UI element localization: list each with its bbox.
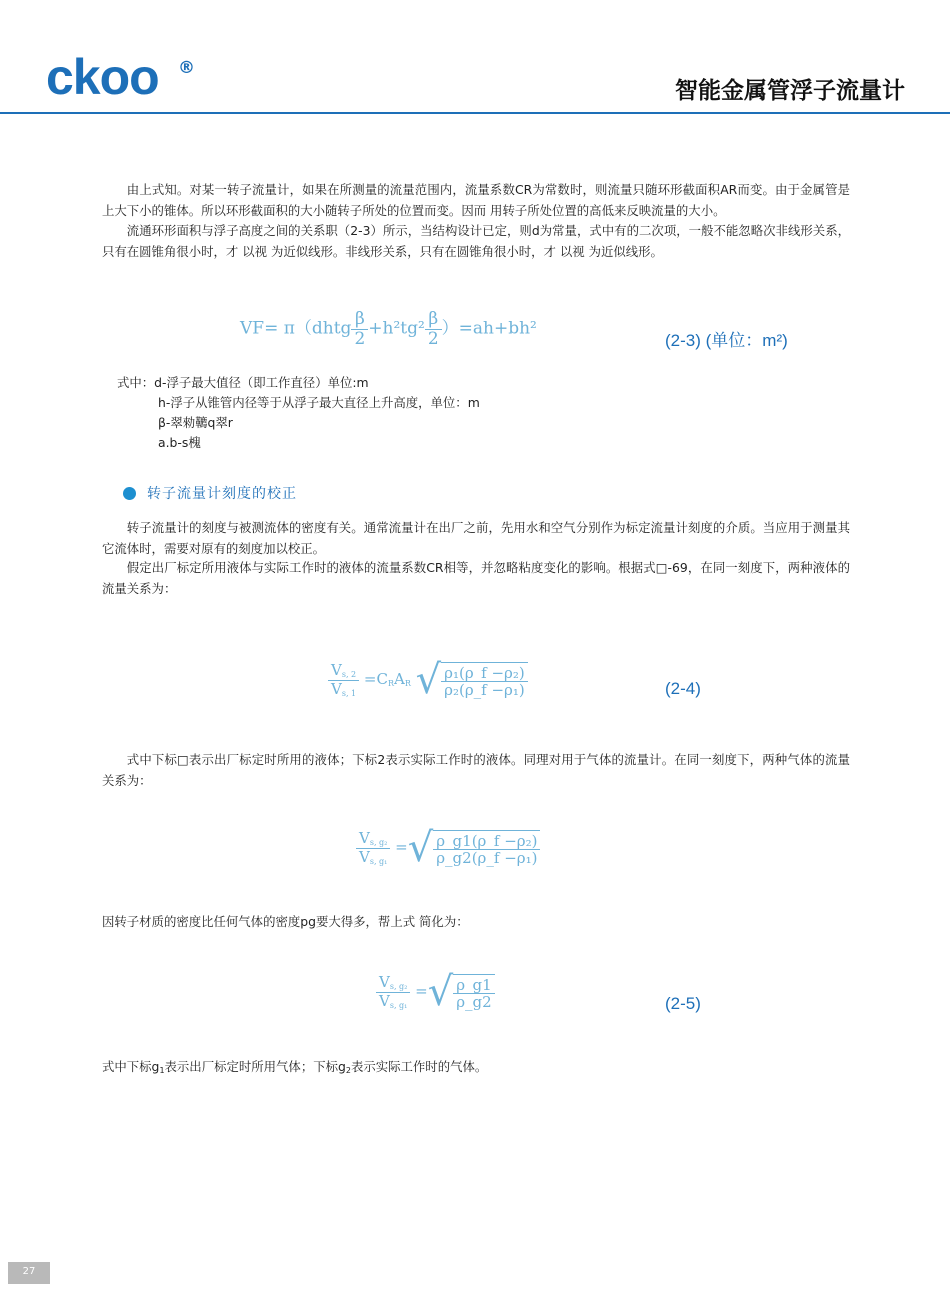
f24-rad-num: ρ₁(ρ_f −ρ₂) [444, 663, 525, 682]
p7-b: 表示出厂标定时所用气体；下标g [164, 1059, 346, 1074]
f25-num-v: V [379, 972, 390, 991]
formula-2-4-lhs [328, 662, 359, 699]
f3-num-sub: s, g₂ [369, 837, 388, 847]
paragraph-5: 式中下标□表示出厂标定时所用的液体；下标2表示实际工作时的液体。同理对用于气体的流量计。在同一刻度下，两种气体的流量关系为： [102, 752, 850, 788]
formula-gas-lhs [356, 830, 390, 867]
paragraph-2: 流通环形面积与浮子高度之间的关系职（2-3）所示，当结构设计已定，则d为常量，式中有的二次项，一般不能忽略次非线形关系，只有在圆锥角很小时，才 以视 为近似线形。非线形关系，只有在圆锥角很小时，才 以视 为近似线形。 [102, 223, 850, 259]
f25-rad-den: ρ_g2 [456, 993, 492, 1011]
where-line-1: 式中：d-浮子最大值径（即工作直径）单位:m [117, 375, 369, 390]
formula-2-3 [240, 310, 537, 348]
paragraph-3: 转子流量计的刻度与被测流体的密度有关。通常流量计在出厂之前，先用水和空气分别作为标定流量计刻度的介质。当应用于测量其它流体时，需要对原有的刻度加以校正。 [102, 520, 850, 556]
registered-mark: ® [178, 58, 195, 78]
f3-equals: = [395, 838, 408, 856]
p7-a: 式中下标g [102, 1059, 160, 1074]
where-line-2: h-浮子从锥管内径等于从浮子最大直径上升高度，单位：m [158, 395, 480, 410]
f24-den-sub: s, 1 [341, 688, 357, 698]
header-divider [0, 112, 950, 114]
p7-sub1: 1 [159, 1066, 165, 1075]
f25-den-sub: s, g₁ [389, 1000, 408, 1010]
formula-2-5-radicand [453, 977, 494, 1011]
f24-rad-den: ρ₂(ρ_f −ρ₁) [444, 681, 525, 699]
f24-eq: =C [363, 670, 388, 688]
f3-rad-num: ρ_g1(ρ_f −ρ₂) [436, 831, 538, 850]
formula-2-4-radicand [441, 665, 528, 699]
equation-label-2-4: (2-4) [665, 679, 701, 698]
f25-equals: = [415, 982, 428, 1000]
formula-2-5 [376, 969, 495, 1015]
where-line-3: β-翠勑韀q翠r [158, 415, 233, 430]
f24-a: A [393, 670, 405, 688]
paragraph-6: 因转子材质的密度比任何气体的密度pg要大得多，帮上式 简化为： [102, 914, 469, 929]
paragraph-7 [102, 1057, 487, 1081]
formula-2-3-mid: +h²tg² [368, 318, 425, 339]
paragraph-4: 假定出厂标定所用液体与实际工作时的液体的流量系数CR相等，并忽略粘度变化的影响。根据式□-69，在同一刻度下，两种液体的流量关系为： [102, 560, 850, 596]
f24-num-v: V [331, 660, 342, 679]
section-bullet-icon [123, 487, 136, 500]
f3-den-v: V [359, 847, 370, 866]
page-title: 智能金属管浮子流量计 [675, 78, 905, 104]
formula-gas-radicand [433, 833, 540, 867]
f25-rad-num: ρ_g1 [456, 975, 492, 994]
formula-2-3-rhs: ）=ah+bh² [441, 318, 537, 339]
f24-den-v: V [331, 679, 342, 698]
p7-c: 表示实际工作时的气体。 [350, 1059, 488, 1074]
paragraph-1: 由上式知。对某一转子流量计，如果在所测量的流量范围内，流量系数CR为常数时，则流量只随环形截面积AR而变。由于金属管是上大下小的锥体。所以环形截面积的大小随转子所处的位置而变。因而 用转子所处位置的高低来反映流量的大小。 [102, 182, 850, 218]
equation-label-2-5: (2-5) [665, 994, 701, 1013]
section-title: 转子流量计刻度的校正 [147, 486, 297, 502]
f24-num-sub: s, 2 [341, 669, 357, 679]
formula-2-3-lhs: VF= π（dhtg [240, 318, 352, 339]
sqrt-icon: √ [415, 657, 442, 703]
frac1-num: β [354, 309, 365, 329]
formula-2-5-lhs [376, 974, 410, 1011]
f24-a-sub: R [404, 679, 411, 688]
frac1-den: 2 [354, 328, 366, 349]
sqrt-icon: √ [427, 969, 454, 1015]
brand-logo: ckoo [46, 49, 159, 105]
equation-label-2-3: (2-3) (单位：m²) [665, 331, 788, 350]
f3-num-v: V [359, 828, 370, 847]
frac2-den: 2 [427, 328, 439, 349]
formula-gas [356, 825, 540, 871]
frac2-num: β [428, 309, 439, 329]
formula-2-3-frac2 [425, 310, 442, 348]
where-line-4: a.b-s槐 [158, 435, 201, 450]
f24-c-sub: R [387, 679, 394, 688]
f25-num-sub: s, g₂ [389, 981, 408, 991]
f25-den-v: V [379, 991, 390, 1010]
f3-den-sub: s, g₁ [369, 856, 388, 866]
f3-rad-den: ρ_g2(ρ_f −ρ₁) [436, 849, 538, 867]
sqrt-icon: √ [407, 825, 434, 871]
formula-2-3-frac1 [351, 310, 368, 348]
p7-sub2: 2 [345, 1066, 351, 1075]
formula-2-4 [328, 657, 528, 703]
page-number: 27 [22, 1266, 36, 1277]
